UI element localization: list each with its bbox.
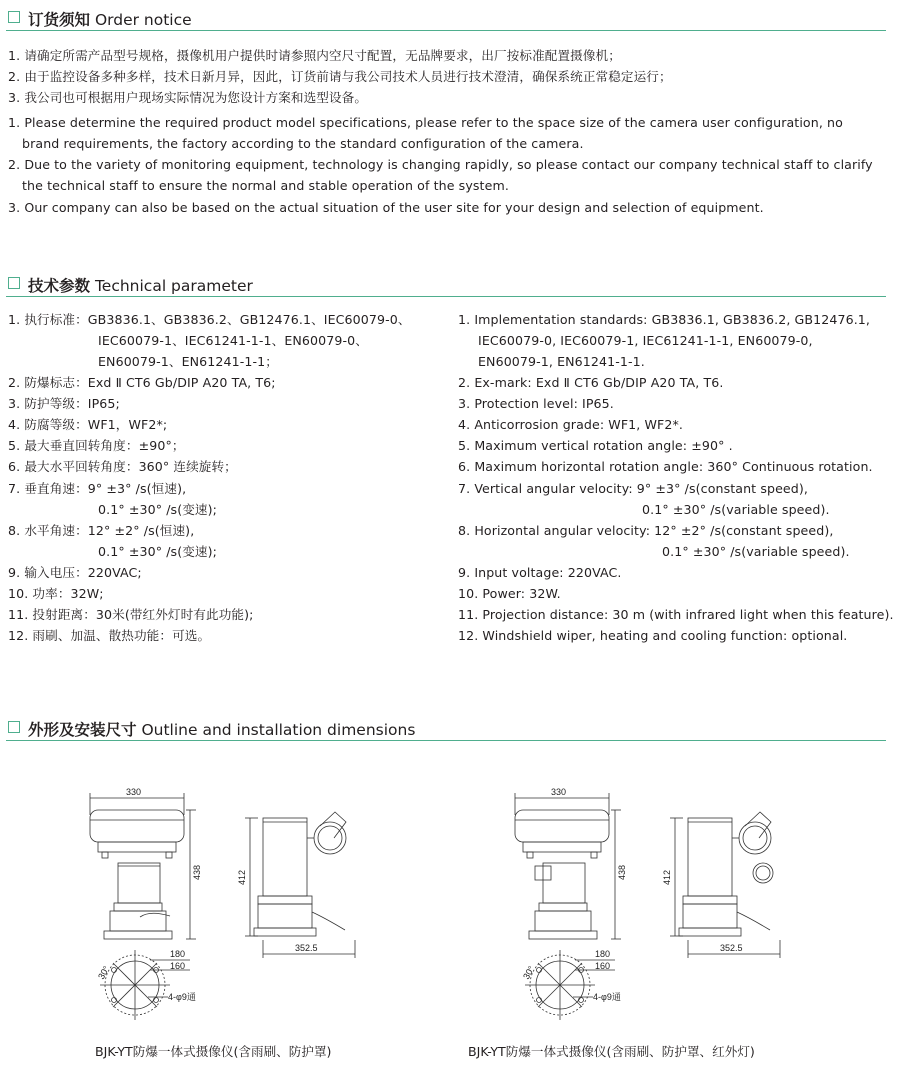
param-en: EN60079-1, EN61241-1-1. <box>478 354 645 369</box>
param-en: 11. Projection distance: 30 m (with infrared light when this feature). <box>458 607 894 622</box>
param-cn: IEC60079-1、IEC61241-1-1、EN60079-0、 <box>98 333 368 348</box>
param-cn: 4. 防腐等级：WF1，WF2*; <box>8 417 168 432</box>
param-cn: 0.1° ±30° /s(变速); <box>98 544 217 559</box>
param-en: 2. Ex-mark: Exd Ⅱ CT6 Gb/DIP A20 TA, T6. <box>458 375 724 390</box>
param-cn: 5. 最大垂直回转角度：±90°； <box>8 438 185 453</box>
drawing-caption-2: BJK-YT防爆一体式摄像仪(含雨刷、防护罩、红外灯) <box>468 1044 755 1059</box>
dim-height-body: 412 <box>662 869 672 885</box>
param-cn: 6. 最大水平回转角度：360° 连续旋转； <box>8 459 237 474</box>
notice-cn-line: 2. 由于监控设备多种多样，技术日新月异，因此，订货前请与我公司技术人员进行技术澄清，确保系统正常稳定运行； <box>8 69 672 84</box>
notice-cn-line: 3. 我公司也可根据用户现场实际情况为您设计方案和选型设备。 <box>8 90 368 105</box>
section-title: 订货须知 Order notice <box>28 11 192 29</box>
param-cn: 10. 功率：32W; <box>8 586 104 601</box>
dim-angle: 30° <box>521 964 537 981</box>
param-cn: 2. 防爆标志：Exd Ⅱ CT6 Gb/DIP A20 TA, T6; <box>8 375 276 390</box>
dim-width: 330 <box>551 787 567 797</box>
front-view-drawing-1 <box>90 787 202 939</box>
param-cn: 9. 输入电压：220VAC; <box>8 565 142 580</box>
param-cn: 7. 垂直角速：9° ±3° /s(恒速), <box>8 481 187 496</box>
dim-angle: 30° <box>96 964 112 981</box>
dim-holes: 4-φ9通 <box>593 992 621 1002</box>
dim-pcd-inner: 160 <box>170 961 186 971</box>
param-en: 1. Implementation standards: GB3836.1, GB3836.2, GB12476.1, <box>458 312 871 327</box>
param-en: 9. Input voltage: 220VAC. <box>458 565 622 580</box>
dim-pcd-inner: 160 <box>595 961 611 971</box>
param-cn: EN60079-1、EN61241-1-1； <box>98 354 278 369</box>
side-view-drawing-1 <box>237 812 355 958</box>
section-title: 外形及安装尺寸 Outline and installation dimensions <box>28 721 416 739</box>
notice-en-line: brand requirements, the factory according to the standard configuration of the camera. <box>22 136 584 151</box>
base-plan-drawing-2 <box>521 949 621 1020</box>
dim-holes: 4-φ9通 <box>168 992 196 1002</box>
notice-en-line: 2. Due to the variety of monitoring equipment, technology is changing rapidly, so please contact our company technical staff to clarify <box>8 157 873 172</box>
dim-height-total: 438 <box>617 864 627 880</box>
param-en: 7. Vertical angular velocity: 9° ±3° /s(constant speed), <box>458 481 808 496</box>
param-en: 4. Anticorrosion grade: WF1, WF2*. <box>458 417 683 432</box>
param-cn: 3. 防护等级：IP65; <box>8 396 120 411</box>
dim-pcd-outer: 180 <box>170 949 186 959</box>
dim-pcd-outer: 180 <box>595 949 611 959</box>
param-en: 0.1° ±30° /s(variable speed). <box>642 502 830 517</box>
notice-en-line: 3. Our company can also be based on the actual situation of the user site for your design and selection of equipment. <box>8 200 764 215</box>
dim-depth: 352.5 <box>720 943 743 953</box>
param-cn: 8. 水平角速：12° ±2° /s(恒速), <box>8 523 195 538</box>
param-cn: 11. 投射距离：30米(带红外灯时有此功能); <box>8 607 254 622</box>
param-cn: 1. 执行标准：GB3836.1、GB3836.2、GB12476.1、IEC60079-0、 <box>8 312 411 327</box>
dim-depth: 352.5 <box>295 943 318 953</box>
section-title: 技术参数 Technical parameter <box>28 277 253 295</box>
param-en: IEC60079-0, IEC60079-1, IEC61241-1-1, EN60079-0, <box>478 333 813 348</box>
side-view-drawing-2 <box>662 812 780 958</box>
param-cn: 0.1° ±30° /s(变速); <box>98 502 217 517</box>
param-en: 6. Maximum horizontal rotation angle: 360° Continuous rotation. <box>458 459 873 474</box>
drawing-caption-1: BJK-YT防爆一体式摄像仪(含雨刷、防护罩) <box>95 1044 332 1059</box>
base-plan-drawing-1 <box>96 949 196 1020</box>
notice-en-line: the technical staff to ensure the normal and stable operation of the system. <box>22 178 509 193</box>
dim-width: 330 <box>126 787 142 797</box>
param-en: 12. Windshield wiper, heating and cooling function: optional. <box>458 628 848 643</box>
param-en: 8. Horizontal angular velocity: 12° ±2° /s(constant speed), <box>458 523 834 538</box>
param-cn: 12. 雨刷、加温、散热功能：可选。 <box>8 628 211 643</box>
notice-en-line: 1. Please determine the required product model specifications, please refer to the space size of the camera user configuration, no <box>8 115 843 130</box>
param-en: 10. Power: 32W. <box>458 586 561 601</box>
front-view-drawing-2 <box>515 787 627 939</box>
notice-cn-line: 1. 请确定所需产品型号规格，摄像机用户提供时请参照内空尺寸配置，无品牌要求，出厂按标准配置摄像机； <box>8 48 621 63</box>
dim-height-body: 412 <box>237 869 247 885</box>
param-en: 5. Maximum vertical rotation angle: ±90° . <box>458 438 733 453</box>
param-en: 0.1° ±30° /s(variable speed). <box>662 544 850 559</box>
param-en: 3. Protection level: IP65. <box>458 396 614 411</box>
dim-height-total: 438 <box>192 864 202 880</box>
